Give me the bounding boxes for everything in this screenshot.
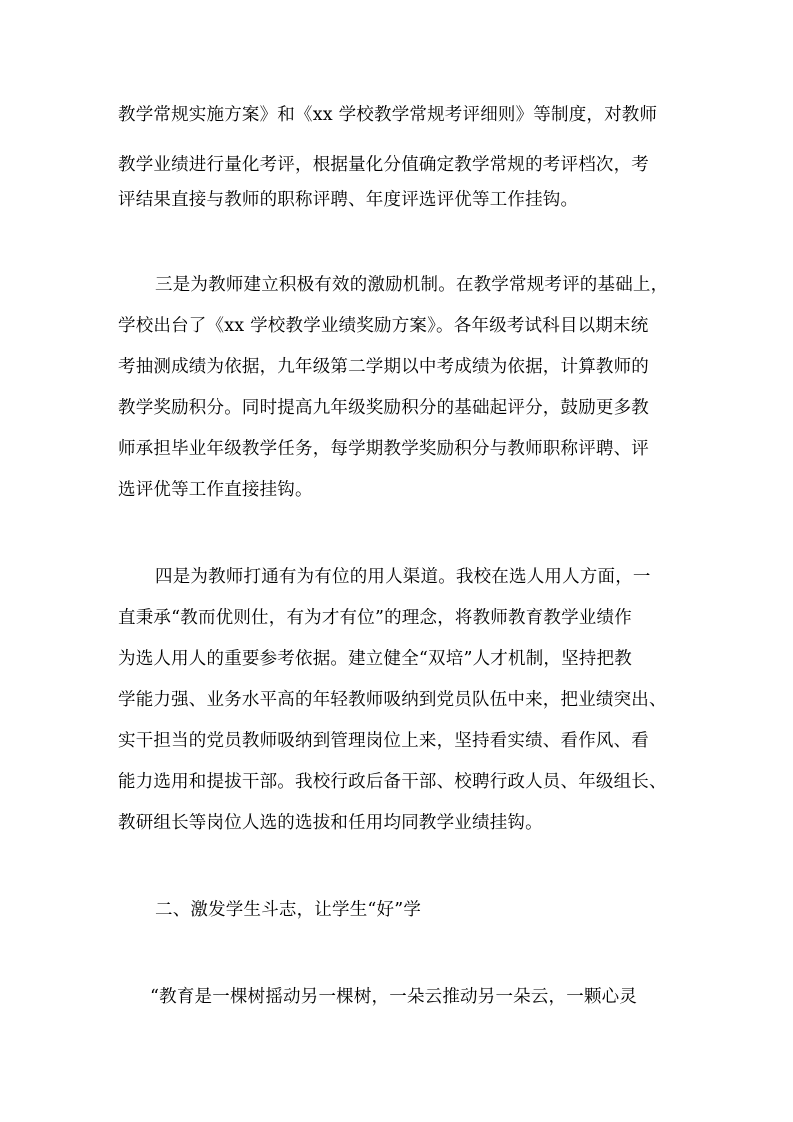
paragraph-3-line-1: 四是为教师打通有为有位的用人渠道。我校在选人用人方面，一 bbox=[155, 567, 651, 587]
paragraph-2-line-6: 选评优等工作直接挂钩。 bbox=[118, 480, 313, 500]
paragraph-2-line-5: 师承担毕业年级教学任务，每学期教学奖励积分与教师职称评聘、评 bbox=[118, 439, 649, 459]
paragraph-3-line-2: 直秉承“教而优则仕，有为才有位”的理念，将教师教育教学业绩作 bbox=[118, 608, 632, 628]
paragraph-3-line-3: 为选人用人的重要参考依据。建立健全“双培”人才机制，坚持把教 bbox=[118, 649, 632, 669]
section-heading: 二、激发学生斗志，让学生“好”学 bbox=[155, 900, 422, 920]
paragraph-3-line-7: 教研组长等岗位人选的选拔和任用均同教学业绩挂钩。 bbox=[118, 813, 543, 833]
paragraph-2-line-4: 教学奖励积分。同时提高九年级奖励积分的基础起评分，鼓励更多教 bbox=[118, 398, 649, 418]
paragraph-2-line-1: 三是为教师建立积极有效的激励机制。在教学常规考评的基础上， bbox=[155, 275, 669, 295]
paragraph-1-line-3: 评结果直接与教师的职称评聘、年度评选评优等工作挂钩。 bbox=[118, 190, 579, 210]
paragraph-1-line-2: 教学业绩进行量化考评，根据量化分值确定教学常规的考评档次，考 bbox=[118, 155, 649, 175]
paragraph-2-line-3: 考抽测成绩为依据，九年级第二学期以中考成绩为依据，计算教师的 bbox=[118, 357, 649, 377]
paragraph-1-line-1: 教学常规实施方案》和《xx 学校教学常规考评细则》等制度，对教师 bbox=[118, 105, 658, 125]
paragraph-2-line-2: 学校出台了《xx 学校教学业绩奖励方案》。各年级考试科目以期末统 bbox=[118, 316, 649, 336]
paragraph-3-line-6: 能力选用和提拔干部。我校行政后备干部、校聘行政人员、年级组长、 bbox=[118, 772, 667, 792]
paragraph-3-line-4: 学能力强、业务水平高的年轻教师吸纳到党员队伍中来，把业绩突出、 bbox=[118, 690, 667, 710]
paragraph-4-line-1: “教育是一棵树摇动另一棵树，一朵云推动另一朵云，一颗心灵 bbox=[150, 987, 638, 1007]
paragraph-3-line-5: 实干担当的党员教师吸纳到管理岗位上来，坚持看实绩、看作风、看 bbox=[118, 731, 649, 751]
